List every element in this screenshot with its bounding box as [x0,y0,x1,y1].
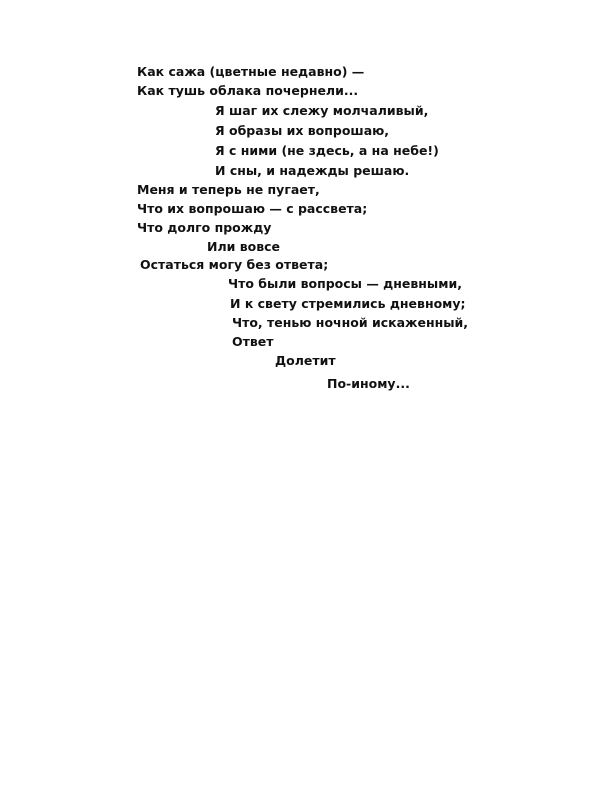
poem-line: И к свету стремились дневному; [230,296,466,311]
poem-line: Что долго прожду [137,220,272,235]
poem-line: Меня и теперь не пугает, [137,182,320,197]
poem-line: Как сажа (цветные недавно) — [137,64,365,79]
poem-line: Я с ними (не здесь, а на небе!) [215,143,439,158]
poem-line: Что, тенью ночной искаженный, [232,315,469,330]
poem-line: Я шаг их слежу молчаливый, [215,103,429,118]
poem-line: Остаться могу без ответа; [140,257,329,272]
poem-line: Долетит [275,353,336,368]
poem-line: Я образы их вопрошаю, [215,123,390,138]
poem-line: Что их вопрошаю — с рассвета; [137,201,368,216]
poem-line: По-иному... [327,376,410,391]
poem-line: Ответ [232,334,274,349]
poem-line: И сны, и надежды решаю. [215,163,410,178]
poem-line: Как тушь облака почернели... [137,83,359,98]
poem-line: Что были вопросы — дневными, [228,276,462,291]
poem-line: Или вовсе [207,239,281,254]
